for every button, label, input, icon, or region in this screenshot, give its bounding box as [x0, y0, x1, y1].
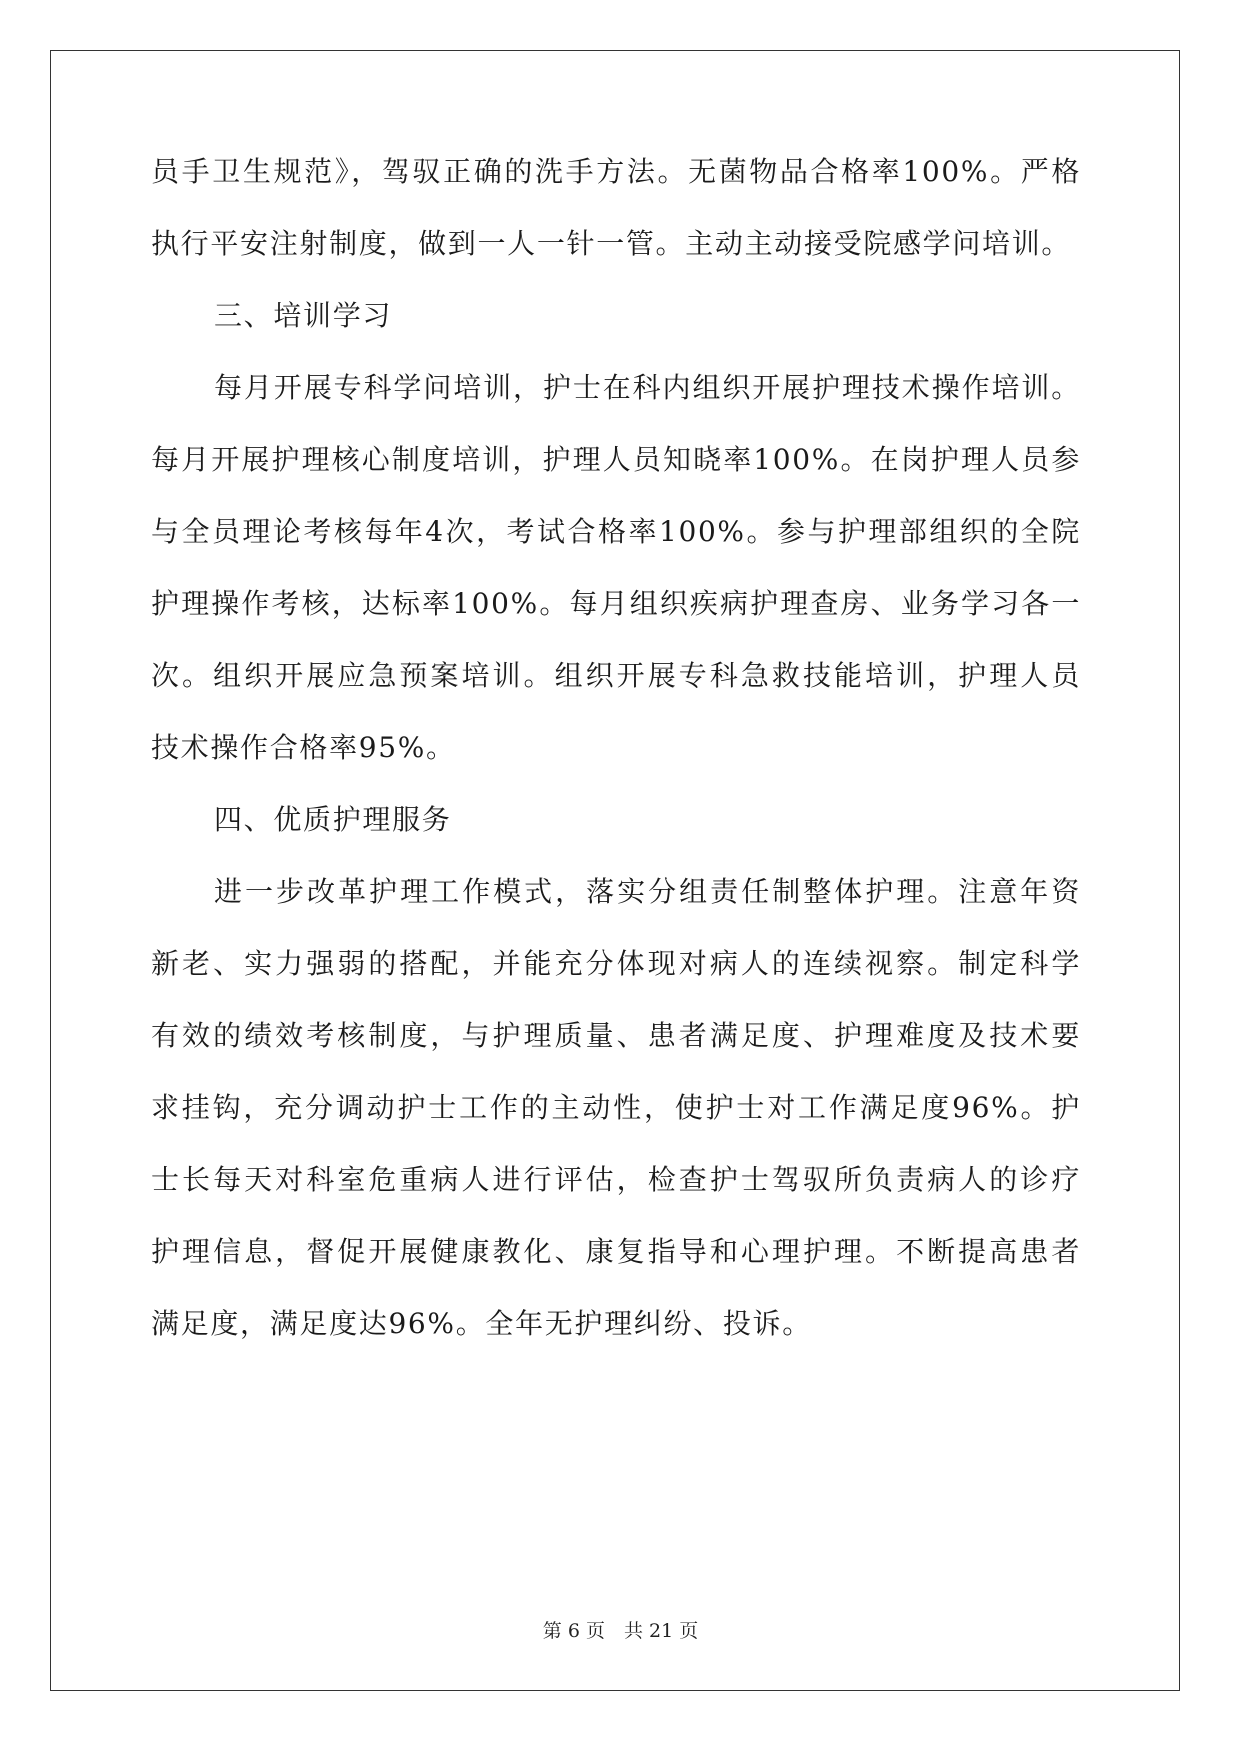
section-heading: 四、优质护理服务	[214, 803, 452, 836]
page-border	[50, 50, 1180, 1691]
page-footer	[0, 1616, 1241, 1643]
paragraph-line: 有效的绩效考核制度，与护理质量、患者满足度、护理难度及技术要	[151, 1019, 1081, 1052]
paragraph-line: 每月开展护理核心制度培训，护理人员知晓率100%。在岗护理人员参	[151, 443, 1081, 476]
paragraph-line: 士长每天对科室危重病人进行评估，检查护士驾驭所负责病人的诊疗	[151, 1163, 1081, 1196]
paragraph-line: 护理操作考核，达标率100%。每月组织疾病护理查房、业务学习各一	[151, 587, 1081, 620]
paragraph-line: 技术操作合格率95%。	[151, 731, 456, 764]
paragraph-line: 护理信息，督促开展健康教化、康复指导和心理护理。不断提高患者	[151, 1235, 1081, 1268]
paragraph-line: 求挂钩，充分调动护士工作的主动性，使护士对工作满足度96%。护	[151, 1091, 1081, 1124]
paragraph-line: 员手卫生规范》，驾驭正确的洗手方法。无菌物品合格率100%。严格	[151, 155, 1081, 188]
section-heading: 三、培训学习	[214, 299, 393, 332]
paragraph-line: 次。组织开展应急预案培训。组织开展专科急救技能培训，护理人员	[151, 659, 1081, 692]
paragraph-line: 进一步改革护理工作模式，落实分组责任制整体护理。注意年资	[214, 875, 1081, 908]
page-number: 第 6 页 共 21 页	[542, 1620, 699, 1642]
paragraph-line: 新老、实力强弱的搭配，并能充分体现对病人的连续视察。制定科学	[151, 947, 1081, 980]
paragraph-line: 满足度，满足度达96%。全年无护理纠纷、投诉。	[151, 1307, 812, 1340]
paragraph-line: 每月开展专科学问培训，护士在科内组织开展护理技术操作培训。	[214, 371, 1081, 404]
paragraph-line: 执行平安注射制度，做到一人一针一管。主动主动接受院感学问培训。	[151, 227, 1072, 260]
paragraph-line: 与全员理论考核每年4次，考试合格率100%。参与护理部组织的全院	[151, 515, 1081, 548]
